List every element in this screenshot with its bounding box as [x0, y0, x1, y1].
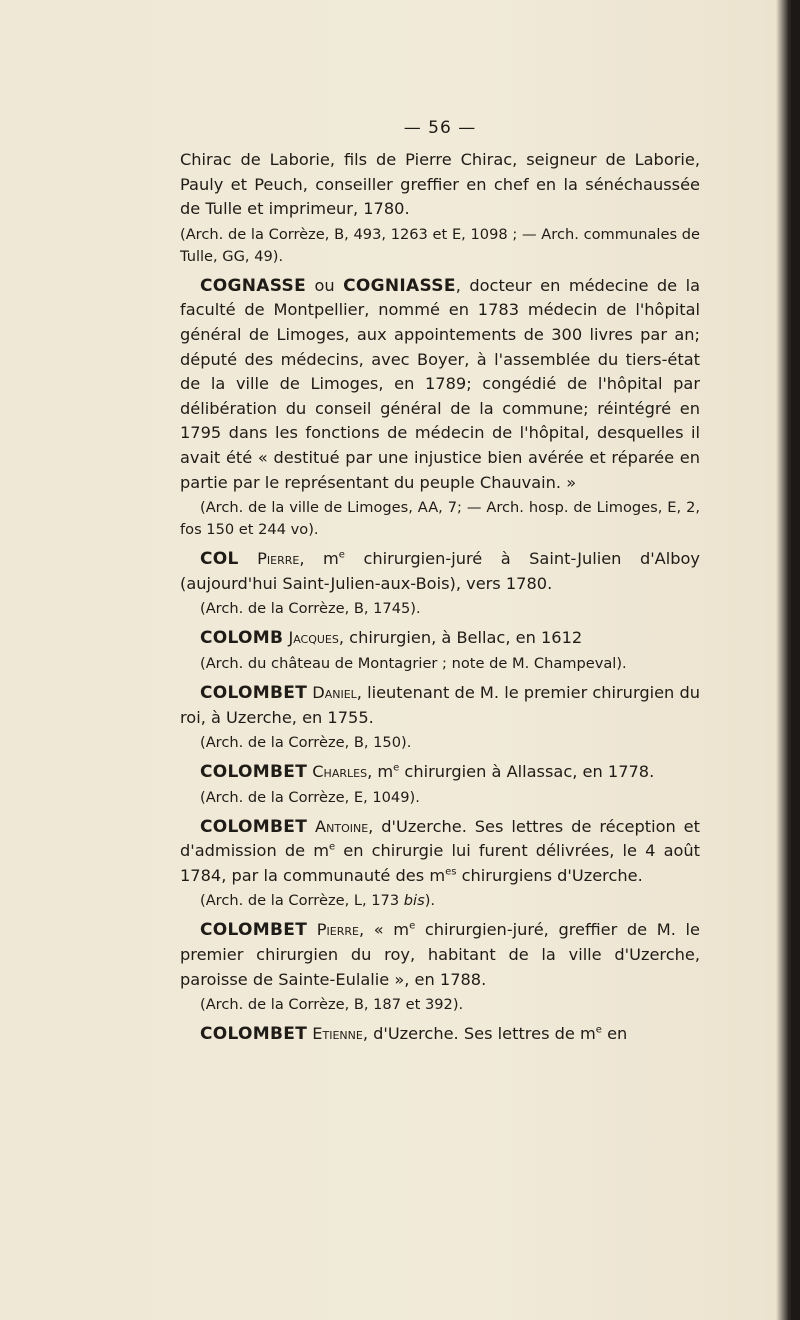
- entry-colombet-antoine: COLOMBET Antoine, d'Uzerche. Ses lettres de réception et d'admission de $m^e$ en chirurgie lui furent délivrées, le 4 août 1784, par la communauté des $m^{es}$ chirurgiens d'Uzerche. (Arch. de la Corrèze, L, 173 bis).: [180, 815, 700, 913]
- entry-surname: COLOMB: [200, 628, 284, 649]
- entry-given-name: Daniel: [312, 682, 357, 702]
- entry-reference: (Arch. de la Corrèze, L, 173 bis).: [200, 892, 436, 910]
- entry-surname: COLOMBET: [200, 816, 308, 837]
- entry-given-name: Antoine: [315, 816, 369, 836]
- entry-surname: COLOMBET: [200, 1024, 308, 1045]
- entry-given-name: Pierre: [316, 920, 359, 940]
- entry-body: en: [601, 1024, 628, 1044]
- entry-reference: (Arch. du château de Montagrier ; note de M. Champeval).: [200, 654, 627, 672]
- page-content: [180, 118, 700, 1053]
- entry-body: Chirac de Laborie, fils de Pierre Chirac, seigneur de Laborie, Pauly et Peuch, conseiller greffier en chef en la sénéchaussée de Tulle et imprimeur, 1780.: [180, 150, 700, 219]
- entry-given-name: Charles: [312, 762, 368, 782]
- entry-surname-variant: COGNIASSE: [343, 275, 456, 296]
- entry-given-name: Jacques: [288, 628, 339, 648]
- entry-colombet-etienne: COLOMBET Etienne, d'Uzerche. Ses lettres de $m^e$ en: [200, 1024, 628, 1045]
- entry-reference: (Arch. de la Corrèze, E, 1049).: [200, 788, 420, 806]
- book-edge-shadow: [791, 0, 800, 1320]
- entry-colomb-jacques: [180, 626, 700, 675]
- entry-colombet-charles: COLOMBET Charles, $m^e$ chirurgien à Allassac, en 1778. (Arch. de la Corrèze, E, 1049).: [180, 760, 700, 809]
- entry-cognasse: COGNASSE ou COGNIASSE, docteur en médecine de la faculté de Montpellier, nommé en 1783 médecin de l'hôpital général de Limoges, aux appointements de 300 livres par an; député des médecins, avec Boyer, à l'assemblée du tiers-état de la ville de Limoges, en 1789; congédié de l'hôpital par délibération du conseil général de la commune; réintégré en 1795 dans les fonctions de médecin de l'hôpital, desquelles il avait été « destitué par une injustice bien avérée et réparée en partie par le représentant du peuple Chauvain. » (Arch. de la ville de Limoges, AA, 7; — Arch. hosp. de Limoges, E, 2, fos 150 et 244 vo).: [180, 274, 700, 541]
- entry-col-pierre: COL Pierre, $m^e$ chirurgien-juré à Saint-Julien d'Alboy (aujourd'hui Saint-Julien-aux-Bois), vers 1780. (Arch. de la Corrèze, B, 1745).: [180, 547, 700, 620]
- entry-chirac: [180, 148, 700, 268]
- entry-reference: (Arch. de la Corrèze, B, 187 et 392).: [200, 996, 464, 1014]
- entry-body: chirurgiens d'Uzerche.: [456, 865, 643, 885]
- entry-body: , docteur en médecine de la faculté de Montpellier, nommé en 1783 médecin de l'hôpital général de Limoges, aux appointements de 300 livres par an; député des médecins, avec Boyer, à l'assemblée du tiers-état de la ville de Limoges, en 1789; congédié de l'hôpital par délibération du conseil général de la commune; réintégré en 1795 dans les fonctions de médecin de l'hôpital, desquelles il avait été « destitué par une injustice bien avérée et réparée en partie par le représentant du peuple Chauvain. »: [180, 275, 700, 492]
- entry-reference: (Arch. de la ville de Limoges, AA, 7; — Arch. hosp. de Limoges, E, 2, fos 150 et 244 vo).: [180, 499, 700, 539]
- entry-body: chirurgien-juré à Saint-Julien d'Alboy (aujourd'hui Saint-Julien-aux-Bois), vers 1780.: [180, 549, 700, 593]
- entry-given-name: Etienne: [312, 1024, 363, 1044]
- entry-colombet-daniel: [180, 681, 700, 754]
- page-number: — 56 —: [403, 118, 477, 138]
- entry-surname: COL: [200, 549, 239, 570]
- entry-body: , lieutenant de M. le premier chirurgien du roi, à Uzerche, en 1755.: [180, 682, 700, 727]
- entry-surname: COLOMBET: [200, 920, 308, 941]
- entry-body: chirurgien-juré, greffier de M. le premier chirurgien du roy, habitant de la ville d'Uzerche, paroisse de Sainte-Eulalie », en 1788.: [180, 920, 701, 989]
- entry-given-name: Pierre: [257, 549, 300, 569]
- entry-surname: COLOMBET: [200, 682, 308, 703]
- entry-body: chirurgien à Allassac, en 1778.: [399, 762, 655, 782]
- entry-colombet-pierre: COLOMBET Pierre, « $m^e$ chirurgien-juré, greffier de M. le premier chirurgien du roy, habitant de la ville d'Uzerche, paroisse de Sainte-Eulalie », en 1788. (Arch. de la Corrèze, B, 187 et 392).: [180, 918, 700, 1016]
- entry-reference: (Arch. de la Corrèze, B, 1745).: [200, 600, 421, 618]
- entry-surname: COLOMBET: [200, 762, 308, 783]
- entry-body: , chirurgien, à Bellac, en 1612: [338, 628, 583, 648]
- entry-reference: (Arch. de la Corrèze, B, 493, 1263 et E, 1098 ; — Arch. communales de Tulle, GG, 49).: [180, 225, 700, 265]
- entry-reference: (Arch. de la Corrèze, B, 150).: [200, 734, 412, 752]
- entry-surname: COGNASSE: [200, 275, 307, 296]
